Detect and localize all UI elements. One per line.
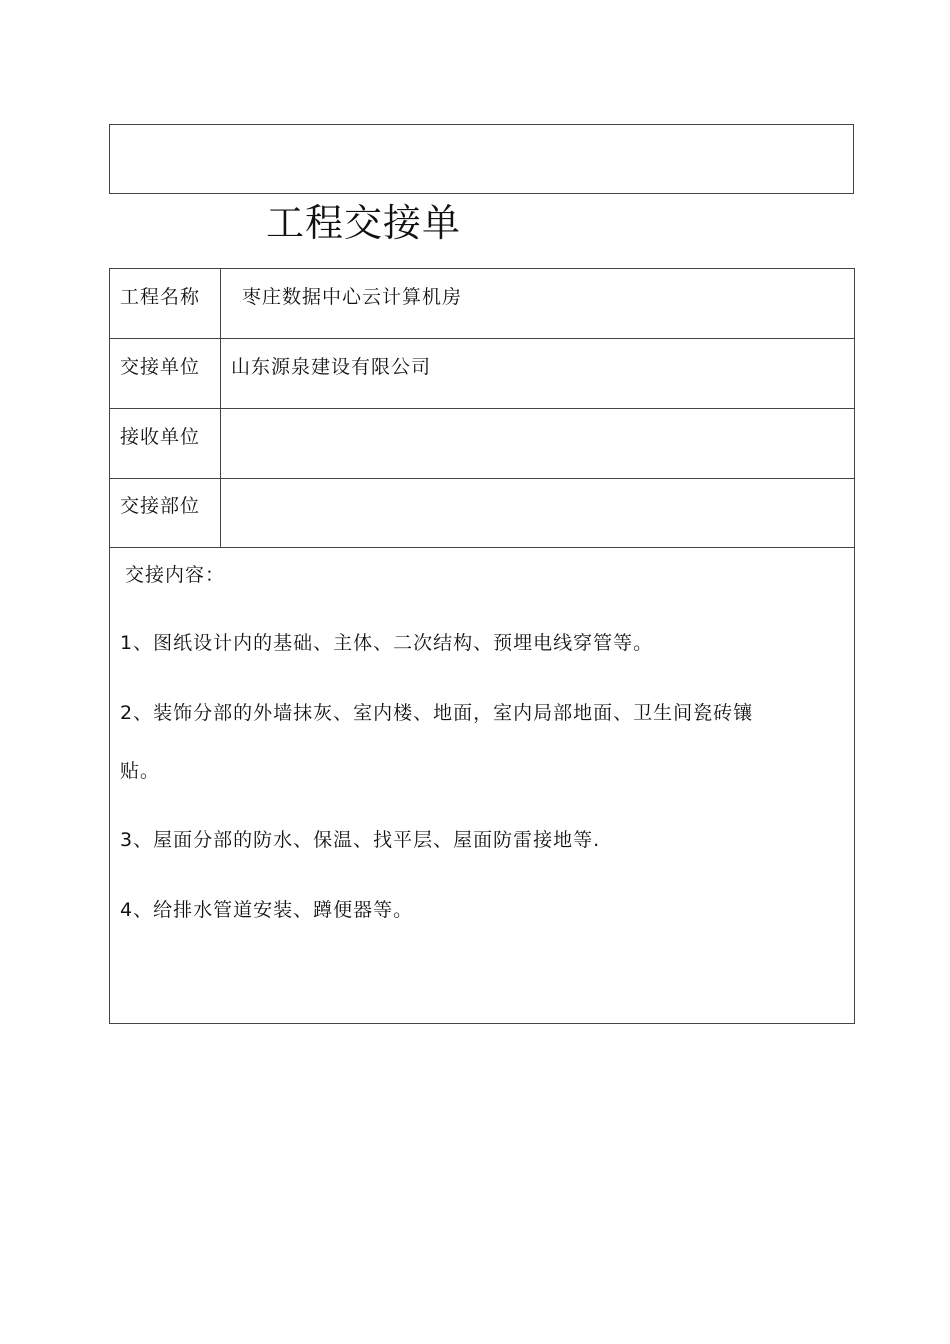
content-line: 2、装饰分部的外墙抹灰、室内楼、地面，室内局部地面、卫生间瓷砖镶: [120, 702, 754, 724]
content-line: 贴。: [120, 760, 161, 782]
receiving-unit-value: [221, 409, 854, 478]
receiving-unit-label: 接收单位: [110, 409, 221, 478]
handover-unit-label: 交接单位: [110, 339, 221, 408]
handover-content-section: [110, 548, 854, 1023]
content-line: 1、图纸设计内的基础、主体、二次结构、预埋电线穿管等。: [120, 632, 654, 654]
content-heading: 交接内容：: [125, 564, 226, 586]
project-name-value: 枣庄数据中心云计算机房: [242, 286, 463, 308]
document-title: 工程交接单: [266, 201, 462, 245]
row-handover-part: [110, 478, 854, 548]
header-blank-box: [109, 124, 854, 194]
handover-part-value: [221, 478, 854, 547]
row-project-name: [110, 269, 854, 339]
handover-unit-value: 山东源泉建设有限公司: [231, 356, 432, 378]
row-handover-unit: [110, 339, 854, 409]
handover-form-table: [109, 268, 855, 1024]
content-line: 3、屋面分部的防水、保温、找平层、屋面防雷接地等.: [120, 829, 601, 851]
project-name-label: 工程名称: [110, 269, 221, 338]
content-line: 4、给排水管道安装、蹲便器等。: [120, 899, 414, 921]
row-receiving-unit: [110, 409, 854, 479]
handover-part-label: 交接部位: [110, 478, 221, 547]
